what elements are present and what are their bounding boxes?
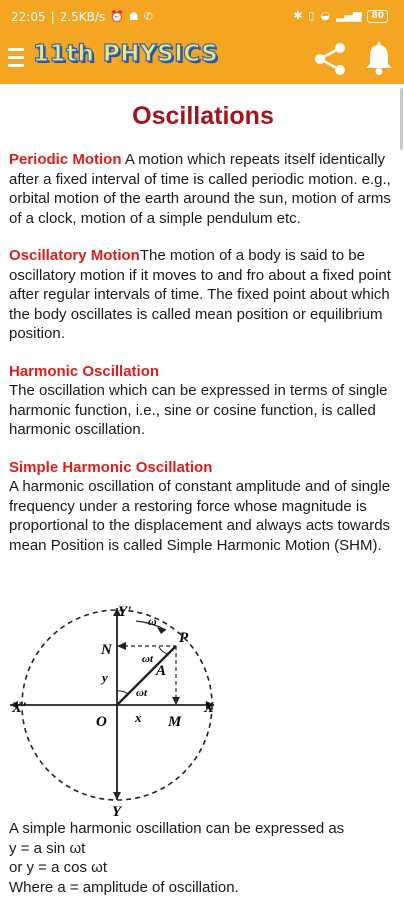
label-x: X bbox=[204, 700, 215, 716]
section-harmonic-oscillation bbox=[9, 362, 397, 440]
wifi-icon: ◒ bbox=[320, 9, 331, 22]
notification-icon: ☗ bbox=[128, 10, 139, 23]
term-periodic-motion: Periodic Motion bbox=[9, 151, 122, 168]
definition-simple-harmonic-oscillation: A harmonic oscillation of constant amplitude and of single frequency under a restoring force whose magnitude is proportional to the displacement and always acts towards mean Position is called Simple Harmonic Motion (SHM). bbox=[9, 478, 391, 554]
content bbox=[9, 84, 397, 573]
app-bar bbox=[0, 34, 404, 84]
label-x-prime: X' bbox=[12, 700, 27, 716]
page-title: Oscillations bbox=[132, 102, 274, 130]
status-bar bbox=[0, 0, 404, 34]
equation-intro: A simple harmonic oscillation can be expressed as bbox=[9, 820, 345, 837]
label-m: M bbox=[168, 714, 182, 730]
status-left: 22:05 | 2.5KB/s ⏰ ☗ ✆ bbox=[11, 10, 153, 24]
definition-oscillatory-motion: The motion of a body is said to be oscillatory motion if it moves to and fro about a fixed point after regular intervals of time. The fixed point about which the body oscillates is called mean position or equilibrium position. bbox=[9, 247, 391, 342]
label-y-segment: y bbox=[102, 670, 108, 685]
equation-sine: y = a sin ωt bbox=[9, 839, 86, 857]
label-x-segment: x bbox=[135, 710, 142, 725]
label-angle-top: ωt bbox=[142, 653, 154, 665]
section-periodic-motion bbox=[9, 150, 397, 228]
battery-indicator: 80 bbox=[367, 10, 388, 23]
status-speed: 2.5KB/s bbox=[59, 10, 106, 24]
phone-icon: ✆ bbox=[143, 10, 153, 23]
alarm-icon: ⏰ bbox=[110, 10, 124, 23]
label-angle-bottom: ωt bbox=[136, 687, 148, 699]
term-harmonic-oscillation: Harmonic Oscillation bbox=[9, 362, 160, 380]
equations bbox=[9, 819, 397, 897]
vibrate-icon: ▯ bbox=[308, 9, 315, 22]
label-y-prime: Y' bbox=[118, 604, 132, 620]
label-a: A bbox=[156, 663, 167, 679]
app-title: 11th PHYSICS bbox=[33, 41, 219, 67]
section-oscillatory-motion bbox=[9, 246, 397, 344]
equation-where: Where a = amplitude of oscillation. bbox=[9, 878, 239, 896]
status-right bbox=[293, 9, 388, 23]
label-p: P bbox=[179, 630, 189, 646]
bell-icon[interactable] bbox=[364, 42, 394, 76]
hamburger-icon[interactable] bbox=[8, 48, 24, 70]
signal-icon: ▂▄▆ bbox=[336, 9, 362, 22]
equation-cosine: or y = a cos ωt bbox=[9, 859, 107, 876]
label-omega: ω bbox=[148, 614, 157, 628]
section-simple-harmonic-oscillation bbox=[9, 458, 397, 556]
share-icon[interactable] bbox=[311, 40, 349, 78]
definition-periodic-motion: A motion which repeats itself identically after a fixed interval of time is called periodic motion. e.g., orbital motion of the earth around the sun, motion of arms of a clock, motion of a simple pendulum etc. bbox=[9, 151, 391, 227]
label-n: N bbox=[101, 642, 112, 658]
label-origin: O bbox=[96, 714, 107, 730]
term-oscillatory-motion: Oscillatory Motion bbox=[9, 247, 140, 264]
bluetooth-icon: ✱ bbox=[293, 9, 303, 22]
label-y: Y bbox=[112, 804, 122, 818]
term-simple-harmonic-oscillation: Simple Harmonic Oscillation bbox=[9, 458, 213, 476]
status-time: 22:05 bbox=[11, 10, 46, 24]
scrollbar[interactable] bbox=[400, 88, 403, 150]
shm-circle-diagram bbox=[8, 600, 228, 818]
definition-harmonic-oscillation: The oscillation which can be expressed in terms of single harmonic function, i.e., sine or cosine function, is called harmonic oscillation. bbox=[9, 382, 388, 438]
